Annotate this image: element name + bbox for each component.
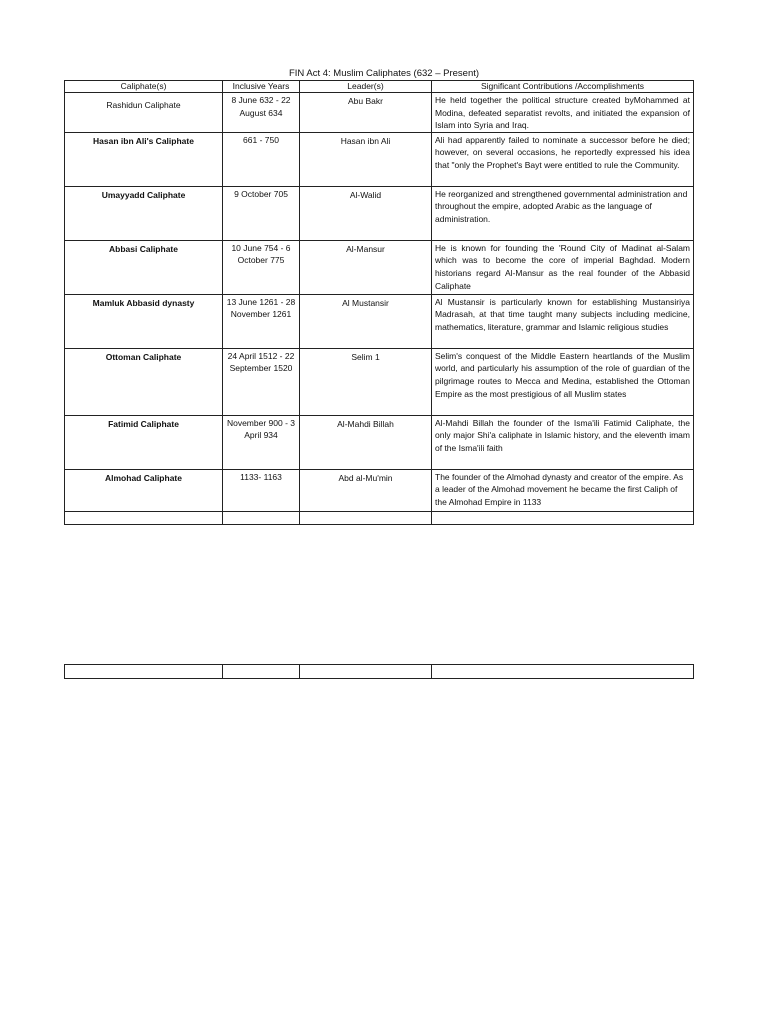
years-cell: 10 June 754 - 6 October 775	[223, 240, 300, 294]
empty-cell	[432, 511, 694, 524]
empty-cell	[65, 511, 223, 524]
leader-cell: Al-Mahdi Billah	[300, 415, 432, 469]
table-row	[65, 348, 694, 415]
caliphates-table	[64, 80, 694, 525]
empty-cell	[432, 665, 694, 679]
years-cell: 661 - 750	[223, 132, 300, 186]
leader-cell: Al Mustansir	[300, 294, 432, 348]
header-years: Inclusive Years	[223, 81, 300, 93]
header-leader: Leader(s)	[300, 81, 432, 93]
contributions-cell: He is known for founding the 'Round City of Madinat al-Salam which was to become the core of imperial Baghdad. Modern historians regard Al-Mansur as the real founder of the Abbasid Caliphate	[432, 240, 694, 294]
leader-cell: Abd al-Mu'min	[300, 469, 432, 511]
table-row	[65, 294, 694, 348]
empty-cell	[223, 511, 300, 524]
empty-row	[65, 511, 694, 524]
empty-cell	[65, 665, 223, 679]
leader-cell: Hasan ibn Ali	[300, 132, 432, 186]
empty-cell	[223, 665, 300, 679]
caliphate-cell: Abbasi Caliphate	[65, 240, 223, 294]
table-row	[65, 240, 694, 294]
table-row	[65, 93, 694, 133]
years-cell: November 900 - 3 April 934	[223, 415, 300, 469]
years-cell: 8 June 632 - 22 August 634	[223, 93, 300, 133]
leader-cell: Abu Bakr	[300, 93, 432, 133]
empty-cell	[300, 665, 432, 679]
empty-cell	[300, 511, 432, 524]
years-cell: 9 October 705	[223, 186, 300, 240]
header-contributions: Significant Contributions /Accomplishments	[432, 81, 694, 93]
caliphate-cell: Rashidun Caliphate	[65, 93, 223, 133]
caliphate-cell: Almohad Caliphate	[65, 469, 223, 511]
table-row	[65, 186, 694, 240]
contributions-cell: Selim's conquest of the Middle Eastern heartlands of the Muslim world, and particularly his assumption of the role of guardian of the pilgrimage routes to Mecca and Medina, established the Ottoman Empire as the most prestigious of all Muslim states	[432, 348, 694, 415]
contributions-cell: Al-Mahdi Billah the founder of the Isma'ili Fatimid Caliphate, the only major Shi'a caliphate in Islamic history, and the eleventh imam of the Isma'ili faith	[432, 415, 694, 469]
header-caliphate: Caliphate(s)	[65, 81, 223, 93]
table-row	[65, 469, 694, 511]
contributions-cell: He held together the political structure created byMohammed at Modina, defeated separatist revolts, and initiated the expansion of Islam into Syria and Iraq.	[432, 93, 694, 133]
caliphate-cell: Mamluk Abbasid dynasty	[65, 294, 223, 348]
contributions-cell: Al Mustansir is particularly known for establishing Mustansiriya Madrasah, at that time taught many subjects including medicine, mathematics, literature, grammar and Islamic religious studies	[432, 294, 694, 348]
years-cell: 1133- 1163	[223, 469, 300, 511]
table-row	[65, 132, 694, 186]
contributions-cell: The founder of the Almohad dynasty and creator of the empire. As a leader of the Almohad movement he became the first Caliph of the Almohad Empire in 1133	[432, 469, 694, 511]
table-row	[65, 415, 694, 469]
document-title: FIN Act 4: Muslim Caliphates (632 – Present)	[288, 68, 480, 79]
blank-table	[64, 664, 694, 679]
caliphate-cell: Hasan ibn Ali's Caliphate	[65, 132, 223, 186]
empty-row	[65, 665, 694, 679]
caliphate-cell: Fatimid Caliphate	[65, 415, 223, 469]
table-header-row	[65, 81, 694, 93]
contributions-cell: Ali had apparently failed to nominate a successor before he died; however, on several occasions, he reportedly expressed his idea that "only the Prophet's Bayt were entitled to rule the Community.	[432, 132, 694, 186]
caliphate-cell: Umayyadd Caliphate	[65, 186, 223, 240]
years-cell: 13 June 1261 - 28 November 1261	[223, 294, 300, 348]
caliphate-cell: Ottoman Caliphate	[65, 348, 223, 415]
leader-cell: Al-Walid	[300, 186, 432, 240]
leader-cell: Selim 1	[300, 348, 432, 415]
contributions-cell: He reorganized and strengthened governmental administration and throughout the empire, adopted Arabic as the language of administration.	[432, 186, 694, 240]
leader-cell: Al-Mansur	[300, 240, 432, 294]
years-cell: 24 April 1512 - 22 September 1520	[223, 348, 300, 415]
